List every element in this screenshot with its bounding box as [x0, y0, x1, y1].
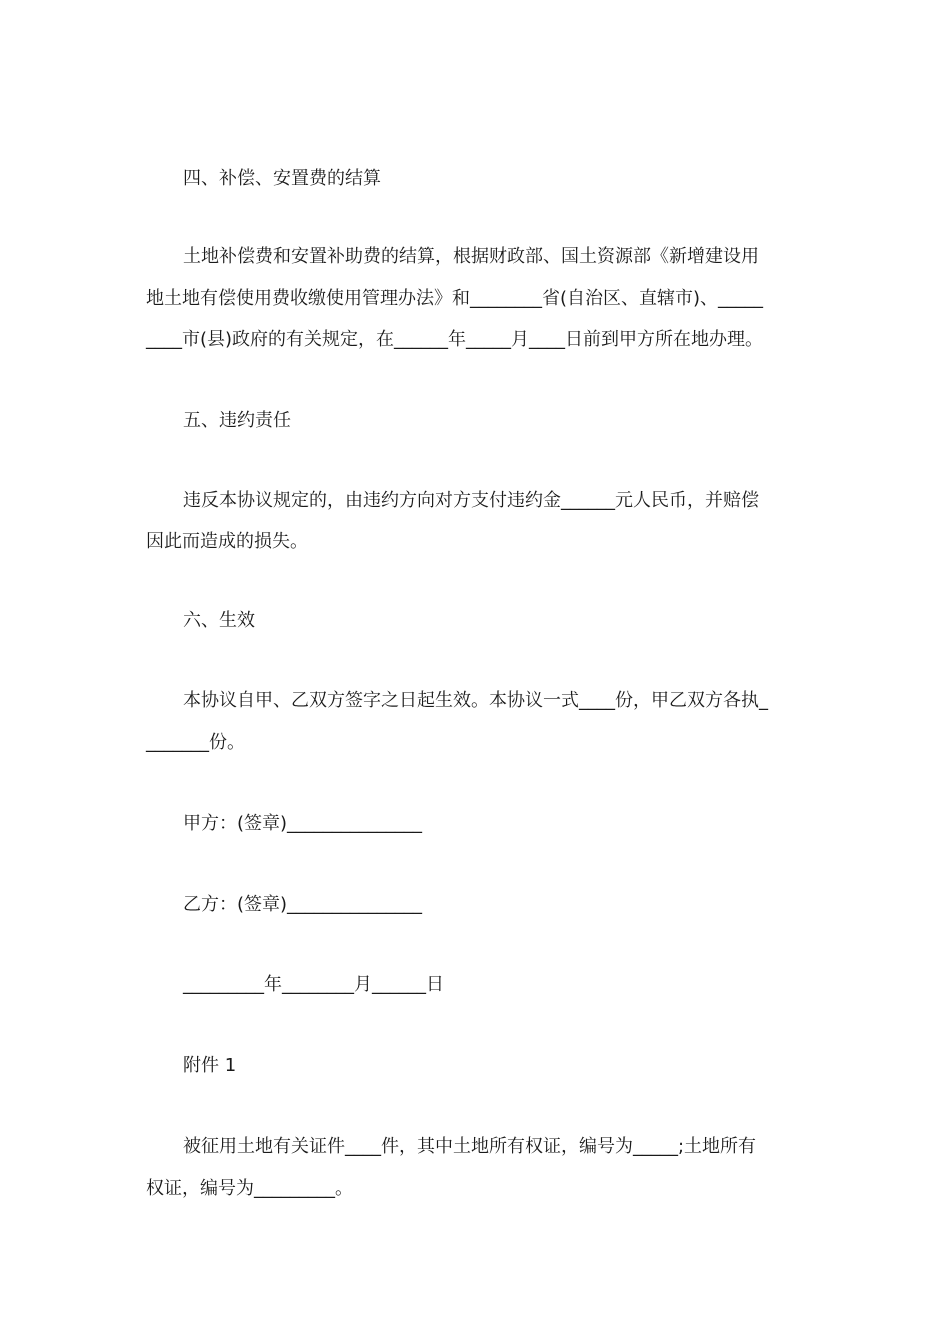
party-a-signature-line: 甲方：(签章)_______________: [183, 813, 423, 834]
paragraph-line: ____市(县)政府的有关规定，在______年_____月____日前到甲方所在地办理。: [146, 329, 764, 350]
paragraph-line: 违反本协议规定的，由违约方向对方支付违约金______元人民币，并赔偿: [183, 490, 759, 511]
section-heading-compensation-settlement: 四、补偿、安置费的结算: [183, 168, 381, 189]
paragraph-line: _______份。: [146, 732, 245, 753]
paragraph-line: 被征用土地有关证件____件，其中土地所有权证，编号为_____;土地所有: [183, 1136, 757, 1157]
paragraph-line: 本协议自甲、乙双方签字之日起生效。本协议一式____份，甲乙双方各执_: [183, 690, 768, 711]
attachment-heading: 附件 1: [183, 1055, 237, 1076]
party-b-signature-line: 乙方：(签章)_______________: [183, 894, 423, 915]
paragraph-line: 因此而造成的损失。: [146, 531, 308, 552]
paragraph-line: 权证，编号为_________。: [146, 1178, 353, 1199]
section-heading-breach-liability: 五、违约责任: [183, 410, 291, 431]
paragraph-line: 地土地有偿使用费收缴使用管理办法》和________省(自治区、直辖市)、_____: [146, 288, 764, 309]
section-heading-effectiveness: 六、生效: [183, 610, 255, 631]
paragraph-line: 土地补偿费和安置补助费的结算，根据财政部、国土资源部《新增建设用: [183, 246, 759, 267]
date-line: _________年________月______日: [183, 974, 444, 995]
